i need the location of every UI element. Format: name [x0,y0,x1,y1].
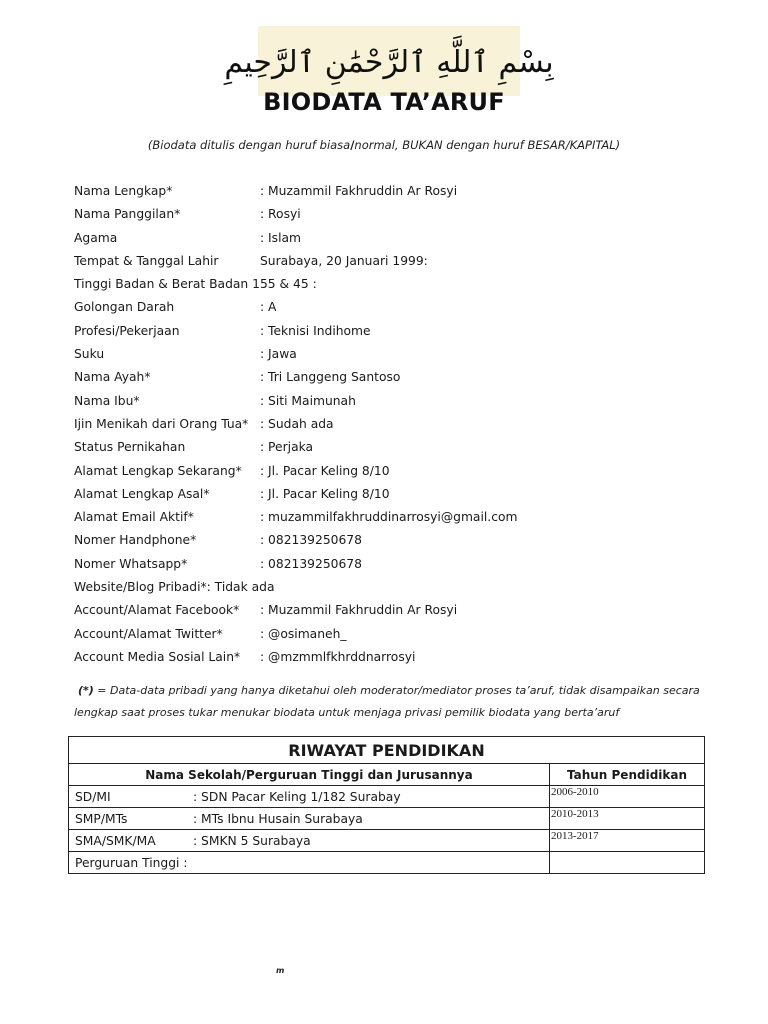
school-cell [69,786,550,808]
field-row [74,462,734,485]
field-value: : Teknisi Indihome [260,323,371,338]
field-row [74,298,734,321]
field-value: : Jawa [260,347,297,362]
field-row [74,625,734,648]
school-cell [69,852,550,874]
school-cell [69,808,550,830]
field-row [74,392,734,415]
table-row [69,852,705,874]
subtitle-part-1: (Biodata ditulis dengan huruf biasa [147,138,351,152]
table-row [69,830,705,852]
field-row [74,205,734,228]
school-cell [69,830,550,852]
field-row [74,229,734,252]
field-row [74,555,734,578]
field-row [74,508,734,531]
document-title: BIODATA TA’ARUF [263,88,505,116]
field-row [74,368,734,391]
field-label: Account/Alamat Twitter* [74,626,223,641]
school-name: : SDN Pacar Keling 1/182 Surabay [193,789,401,804]
subtitle-part-2: normal, BUKAN dengan huruf BESAR/KAPITAL) [354,138,621,152]
field-label: Alamat Email Aktif* [74,510,194,525]
field-row [74,531,734,554]
year-cell [550,852,705,874]
education-title-row [69,737,705,764]
school-name: : MTs Ibnu Husain Surabaya [193,811,363,826]
education-title: RIWAYAT PENDIDIKAN [69,737,705,764]
field-row [74,182,734,205]
field-value: : Sudah ada [260,416,334,431]
biodata-fields [74,182,734,671]
field-value: : Rosyi [260,207,301,222]
field-row [74,601,734,624]
field-label: Website/Blog Pribadi*: Tidak ada [74,580,275,595]
field-row [74,275,734,298]
note-marker: (*) [78,684,94,697]
field-label: Alamat Lengkap Sekarang* [74,463,242,478]
table-row [69,786,705,808]
bismillah-text: بِسْمِ ٱللَّهِ ٱلرَّحْمَٰنِ ٱلرَّحِيمِ [224,45,554,80]
privacy-note [74,680,714,724]
field-label: Golongan Darah [74,300,175,315]
field-value: : Jl. Pacar Keling 8/10 [260,463,390,478]
field-label: Tempat & Tanggal Lahir [74,253,219,268]
field-row [74,345,734,368]
year-cell: 2006-2010 [550,786,705,808]
education-level: Perguruan Tinggi : [75,855,188,870]
field-value: : Muzammil Fakhruddin Ar Rosyi [260,184,458,198]
field-value: : Tri Langgeng Santoso [260,370,401,385]
field-row [74,252,734,275]
field-value: : @osimaneh_ [260,626,347,641]
field-value: : A [260,300,277,315]
field-row [74,415,734,438]
field-label: Tinggi Badan & Berat Badan 155 & 45 : [74,277,317,292]
subtitle-slash: / [350,138,355,152]
field-value: : Muzammil Fakhruddin Ar Rosyi [260,603,458,618]
field-value: : Islam [260,230,302,245]
year-cell: 2013-2017 [550,830,705,852]
field-label: Account/Alamat Facebook* [74,603,240,618]
field-value: : muzammilfakhruddinarrosyi@gmail.com [260,510,518,525]
education-table [68,736,705,874]
field-value: : Siti Maimunah [260,393,356,408]
field-row [74,648,734,671]
year-column-header: Tahun Pendidikan [550,764,705,786]
education-header-row [69,764,705,786]
education-level: SMA/SMK/MA [75,833,156,848]
year-cell: 2010-2013 [550,808,705,830]
table-row [69,808,705,830]
page-mark: m [276,966,285,975]
field-value: Surabaya, 20 Januari 1999: [260,253,428,268]
field-label: Nama Panggilan* [74,207,181,222]
note-text: = Data-data pribadi yang hanya diketahui oleh moderator/mediator proses ta’aruf, tidak disampaikan secara lengkap saat proses tukar menukar biodata untuk menjaga privasi pemilik biodata yang berta’aruf [74,684,700,719]
field-label: Ijin Menikah dari Orang Tua* [74,416,249,431]
field-label: Nama Lengkap* [74,184,173,198]
field-label: Account Media Sosial Lain* [74,649,241,664]
education-level: SD/MI [75,789,111,804]
field-label: Nama Ayah* [74,370,151,385]
field-row [74,578,734,601]
field-label: Alamat Lengkap Asal* [74,486,210,501]
field-value: : 082139250678 [260,533,362,548]
document-subtitle [0,138,768,152]
field-row [74,322,734,345]
field-label: Nama Ibu* [74,393,140,408]
field-value: : 082139250678 [260,556,362,571]
field-value: : Jl. Pacar Keling 8/10 [260,486,390,501]
field-value: : Perjaka [260,440,314,455]
field-label: Nomer Handphone* [74,533,197,548]
field-value: : @mzmmlfkhrddnarrosyi [260,649,416,664]
school-column-header: Nama Sekolah/Perguruan Tinggi dan Jurusannya [69,764,550,786]
field-label: Agama [74,230,118,245]
field-row [74,485,734,508]
field-label: Profesi/Pekerjaan [74,323,180,338]
school-name: : SMKN 5 Surabaya [193,833,311,848]
field-label: Suku [74,347,105,362]
field-row [74,438,734,461]
bismillah-calligraphy [224,26,554,96]
field-label: Nomer Whatsapp* [74,556,188,571]
field-label: Status Pernikahan [74,440,186,455]
education-level: SMP/MTs [75,811,128,826]
